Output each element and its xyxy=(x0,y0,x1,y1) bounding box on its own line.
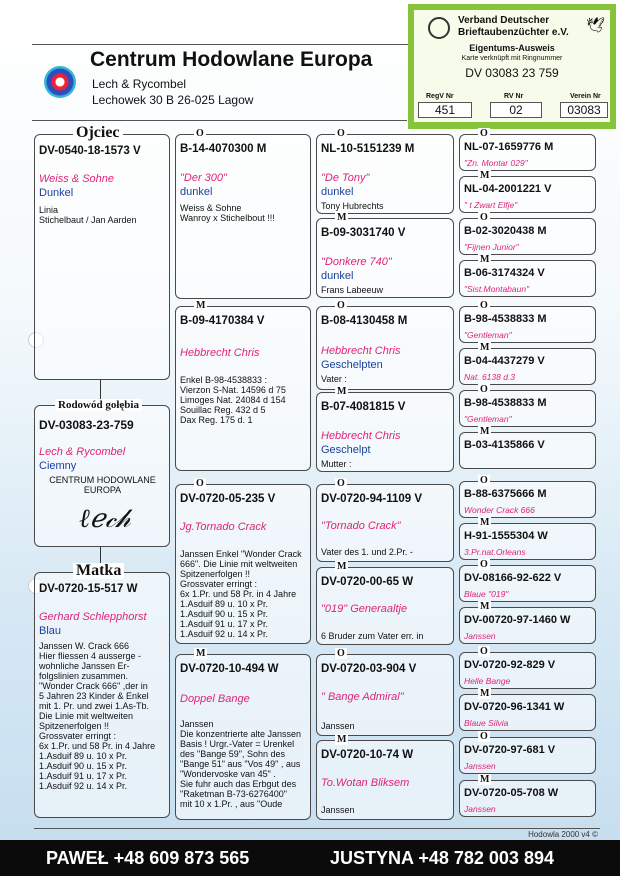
card-label-regv: RegV Nr xyxy=(426,93,454,100)
bird-ring: DV-03083-23-759 xyxy=(39,418,134,432)
gen4-box xyxy=(459,426,596,469)
page-title: Centrum Hodowlane Europa xyxy=(90,48,373,71)
gen4-name: "Zn. Montar 029" xyxy=(464,158,528,168)
gen3-color: dunkel xyxy=(321,270,354,282)
sex-marker: M xyxy=(337,386,347,397)
gen4-box xyxy=(459,128,596,171)
card-title: Eigentums-Ausweis xyxy=(469,43,555,53)
gen3-info: 6 Bruder zum Vater err. in xyxy=(321,631,424,641)
gen3-color: Geschelpt xyxy=(321,444,371,456)
sex-marker: O xyxy=(196,128,204,139)
gen2-ring: DV-0720-10-494 W xyxy=(180,663,279,675)
gen4-box xyxy=(459,384,596,427)
gen4-name: Janssen xyxy=(464,761,496,771)
card-inner xyxy=(414,10,610,122)
gen4-box xyxy=(459,342,596,385)
gen4-ring: H-91-1555304 W xyxy=(464,530,548,542)
bird-box xyxy=(34,399,170,547)
father-info: Linia Stichelbaut / Jan Aarden xyxy=(39,205,137,225)
gen3-color: dunkel xyxy=(321,186,354,198)
mother-heading: Matka xyxy=(73,563,124,579)
gen3-box xyxy=(316,212,454,298)
bird-name: Lech & Rycombel xyxy=(39,446,126,458)
gen4-name: Blaue Silvia xyxy=(464,718,509,728)
gen3-ring: B-09-3031740 V xyxy=(321,227,406,239)
gen2-color: dunkel xyxy=(180,186,213,198)
father-box xyxy=(34,124,170,380)
card-value-verein: 03083 xyxy=(560,102,608,118)
gen2-ring: B-14-4070300 M xyxy=(180,143,267,155)
gen4-name: "Sist.Montabaun" xyxy=(464,284,530,294)
gen2-info: Enkel B-98-4538833 : Vierzon S-Nat. 14596 d 75 Limoges Nat. 24084 d 154 Souillac Reg. 432 d 5 Dax Reg. 175 d. 1 xyxy=(180,375,286,425)
vdbt-emblem xyxy=(428,17,450,39)
gen3-color: Geschelpten xyxy=(321,359,383,371)
gen3-name: "Donkere 740" xyxy=(321,256,392,268)
gen4-name: Helle Bange xyxy=(464,676,511,686)
card-subtitle: Karte verknüpft mit Ringnummer xyxy=(461,55,563,62)
gen3-box xyxy=(316,561,454,645)
gen2-name: "Der 300" xyxy=(180,172,227,184)
sex-marker: O xyxy=(196,478,204,489)
gen3-box xyxy=(316,300,454,390)
gen3-name: " Bange Admiral" xyxy=(321,691,404,703)
footer-rule xyxy=(34,828,600,829)
father-ring: DV-0540-18-1573 V xyxy=(39,145,141,157)
sex-marker: O xyxy=(480,128,488,139)
mother-info: Janssen W. Crack 666 Hier fliessen 4 ausserge - wohnliche Janssen Er- folgslinien zusammen. "Wonder Crack 666" ,der in 5 Jahren 23 Kinder & Enkel mit 1. Pr. und zwei 1.As-Tb. Die Linie mit weltweiten Spitzenerfolgen !! Grossvater erringt : 6x 1.Pr. und 58 Pr. in 4 Jahre 1.Asduif 89 u. 10 x Pr. 1.Asduif 90 u. 15 x Pr. 1.Asduif 91 u. 17 x Pr. 1.Asduif 92 u. 14 x Pr. xyxy=(39,641,156,791)
gen4-ring: B-02-3020438 M xyxy=(464,225,547,237)
gen3-info: Janssen xyxy=(321,721,355,731)
gen3-ring: B-07-4081815 V xyxy=(321,401,406,413)
sex-marker: M xyxy=(196,648,206,659)
gen3-name: "Tornado Crack" xyxy=(321,520,401,532)
gen4-box xyxy=(459,646,596,689)
gen3-name: "De Tony" xyxy=(321,172,370,184)
sex-marker: O xyxy=(480,731,488,742)
bird-heading: Rodowód gołębia xyxy=(55,399,142,411)
sex-marker: M xyxy=(480,774,490,785)
father-color: Dunkel xyxy=(39,187,74,199)
gen3-name: Hebbrecht Chris xyxy=(321,345,401,357)
sex-marker: O xyxy=(480,475,488,486)
gen4-box xyxy=(459,774,596,817)
sex-marker: O xyxy=(480,384,488,395)
gen4-ring: B-03-4135866 V xyxy=(464,439,545,451)
sex-marker: M xyxy=(196,300,206,311)
sex-marker: M xyxy=(337,734,347,745)
card-value-rv: 02 xyxy=(490,102,542,118)
gen4-ring: B-88-6375666 M xyxy=(464,488,547,500)
sex-marker: O xyxy=(337,478,345,489)
card-label-verein: Verein Nr xyxy=(570,93,601,100)
sex-marker: O xyxy=(480,212,488,223)
pigeon-icon: 🕊 xyxy=(586,17,606,34)
mother-box xyxy=(34,562,170,818)
gen2-ring: B-09-4170384 V xyxy=(180,315,265,327)
father-heading: Ojciec xyxy=(73,125,123,141)
contact-justyna: JUSTYNA +48 782 003 894 xyxy=(330,848,554,868)
bird-info: CENTRUM HODOWLANE EUROPA xyxy=(49,475,156,495)
gen3-name: To.Wotan Bliksem xyxy=(321,777,410,789)
gen4-box xyxy=(459,300,596,343)
owner-name: Lech & Rycombel xyxy=(92,77,187,91)
gen4-name: 3.Pr.nat.Orleans xyxy=(464,547,526,557)
sex-marker: M xyxy=(480,601,490,612)
card-org-line2: Brieftaubenzüchter e.V. xyxy=(458,27,569,38)
gen2-box xyxy=(175,478,311,644)
sex-marker: O xyxy=(480,300,488,311)
gen3-box xyxy=(316,478,454,562)
gen3-name: Hebbrecht Chris xyxy=(321,430,401,442)
gen4-name: Nat. 6138 d.3 xyxy=(464,372,516,382)
ownership-card xyxy=(408,4,616,129)
gen3-info: Janssen xyxy=(321,805,355,815)
sex-marker: M xyxy=(337,212,347,223)
gen4-box xyxy=(459,601,596,644)
sex-marker: O xyxy=(337,648,345,659)
gen4-name: Janssen xyxy=(464,804,496,814)
sex-marker: O xyxy=(480,559,488,570)
gen4-box xyxy=(459,688,596,731)
gen4-box xyxy=(459,475,596,518)
gen3-info: Frans Labeeuw xyxy=(321,285,384,295)
signature: ℓℯ𝒸𝒽 xyxy=(79,504,131,534)
gen2-box xyxy=(175,300,311,471)
sex-marker: O xyxy=(480,646,488,657)
gen2-info: Janssen Enkel "Wonder Crack 666". Die Linie mit weltweiten Spitzenerfolgen !! Grossvater erringt : 6x 1.Pr. und 58 Pr. in 4 Jahre 1.Asduif 89 u. 10 x Pr. 1.Asduif 90 u. 15 x Pr. 1.Asduif 91 u. 17 x Pr. 1.Asduif 92 u. 14 x Pr. xyxy=(180,549,302,639)
version-label: Hodowla 2000 v4 © xyxy=(528,830,598,839)
bird-color: Ciemny xyxy=(39,460,77,472)
gen4-box xyxy=(459,212,596,255)
gen4-ring: B-06-3174324 V xyxy=(464,267,545,279)
sex-marker: M xyxy=(337,561,347,572)
sex-marker: M xyxy=(480,170,490,181)
gen3-ring: DV-0720-10-74 W xyxy=(321,749,414,761)
sex-marker: M xyxy=(480,342,490,353)
gen3-box xyxy=(316,648,454,736)
gen4-box xyxy=(459,517,596,560)
card-label-rv: RV Nr xyxy=(504,93,524,100)
sex-marker: M xyxy=(480,688,490,699)
gen3-ring: DV-0720-03-904 V xyxy=(321,663,417,675)
gen3-info: Mutter : xyxy=(321,459,352,469)
gen2-box xyxy=(175,648,311,820)
gen3-ring: B-08-4130458 M xyxy=(321,315,408,327)
gen4-ring: DV-00720-97-1460 W xyxy=(464,614,571,626)
gen4-name: "Gentleman" xyxy=(464,330,512,340)
gen4-box xyxy=(459,254,596,297)
mother-name: Gerhard Schlepphorst xyxy=(39,611,147,623)
sex-marker: O xyxy=(337,128,345,139)
gen3-ring: DV-0720-00-65 W xyxy=(321,576,414,588)
gen3-box xyxy=(316,128,454,214)
gen4-name: Wonder Crack 666 xyxy=(464,505,535,515)
sex-marker: M xyxy=(480,254,490,265)
mother-ring: DV-0720-15-517 W xyxy=(39,583,138,595)
header-rule xyxy=(32,44,412,45)
gen4-ring: NL-04-2001221 V xyxy=(464,183,552,195)
card-org-line1: Verband Deutscher xyxy=(458,15,550,26)
gen3-name: "019" Generaaltje xyxy=(321,603,408,615)
owner-address: Lechowek 30 B 26-025 Lagow xyxy=(92,93,254,107)
gen4-ring: B-04-4437279 V xyxy=(464,355,545,367)
gen4-ring: B-98-4538833 M xyxy=(464,397,547,409)
gen4-ring: NL-07-1659776 M xyxy=(464,141,554,153)
gen4-box xyxy=(459,731,596,774)
gen2-ring: DV-0720-05-235 V xyxy=(180,493,276,505)
logo xyxy=(44,66,76,98)
gen4-ring: DV-0720-92-829 V xyxy=(464,659,556,671)
gen3-info: Vater : xyxy=(321,374,347,384)
gen3-box xyxy=(316,386,454,472)
gen2-box xyxy=(175,128,311,299)
gen4-ring: DV-0720-96-1341 W xyxy=(464,701,565,713)
gen4-ring: DV-0720-05-708 W xyxy=(464,787,559,799)
gen3-info: Tony Hubrechts xyxy=(321,201,384,211)
sex-marker: O xyxy=(337,300,345,311)
gen3-box xyxy=(316,734,454,820)
sex-marker: M xyxy=(480,517,490,528)
gen4-name: Janssen xyxy=(464,631,496,641)
father-name: Weiss & Sohne xyxy=(39,173,115,185)
gen4-box xyxy=(459,559,596,602)
card-value-regv: 451 xyxy=(418,102,472,118)
sex-marker: M xyxy=(480,426,490,437)
contact-bar xyxy=(0,840,620,876)
gen2-name: Doppel Bange xyxy=(180,693,250,705)
card-ring: DV 03083 23 759 xyxy=(465,66,559,80)
gen4-name: "Gentleman" xyxy=(464,414,512,424)
gen4-ring: DV-08166-92-622 V xyxy=(464,572,562,584)
gen2-info: Weiss & Sohne Wanroy x Stichelbout !!! xyxy=(180,203,275,223)
gen3-ring: NL-10-5151239 M xyxy=(321,143,415,155)
gen4-box xyxy=(459,170,596,213)
header-rule-lower xyxy=(32,120,407,121)
contact-pawel: PAWEŁ +48 609 873 565 xyxy=(46,848,250,868)
gen3-info: Vater des 1. und 2.Pr. - xyxy=(321,547,413,557)
gen4-name: "Fijnen Junior" xyxy=(464,242,519,252)
gen4-name: Blaue "019" xyxy=(464,589,509,599)
gen4-ring: B-98-4538833 M xyxy=(464,313,547,325)
gen2-name: Jg.Tornado Crack xyxy=(180,521,267,533)
gen2-info: Janssen Die konzentrierte alte Janssen Basis ! Urgr.-Vater = Urenkel des "Bange 59", Sohn des "Bange 51" aus "Vos 49" , aus "Wondervoske van 45" . Sie fuhr auch das Erbgut des "Raketman B-73-6276400" mit 10 x 1.Pr. , aus "Oude xyxy=(180,719,302,809)
gen4-ring: DV-0720-97-681 V xyxy=(464,744,556,756)
gen4-name: " t Zwart Elfje" xyxy=(464,200,518,210)
gen2-name: Hebbrecht Chris xyxy=(180,347,260,359)
mother-color: Blau xyxy=(39,625,62,637)
gen3-ring: DV-0720-94-1109 V xyxy=(321,493,423,505)
